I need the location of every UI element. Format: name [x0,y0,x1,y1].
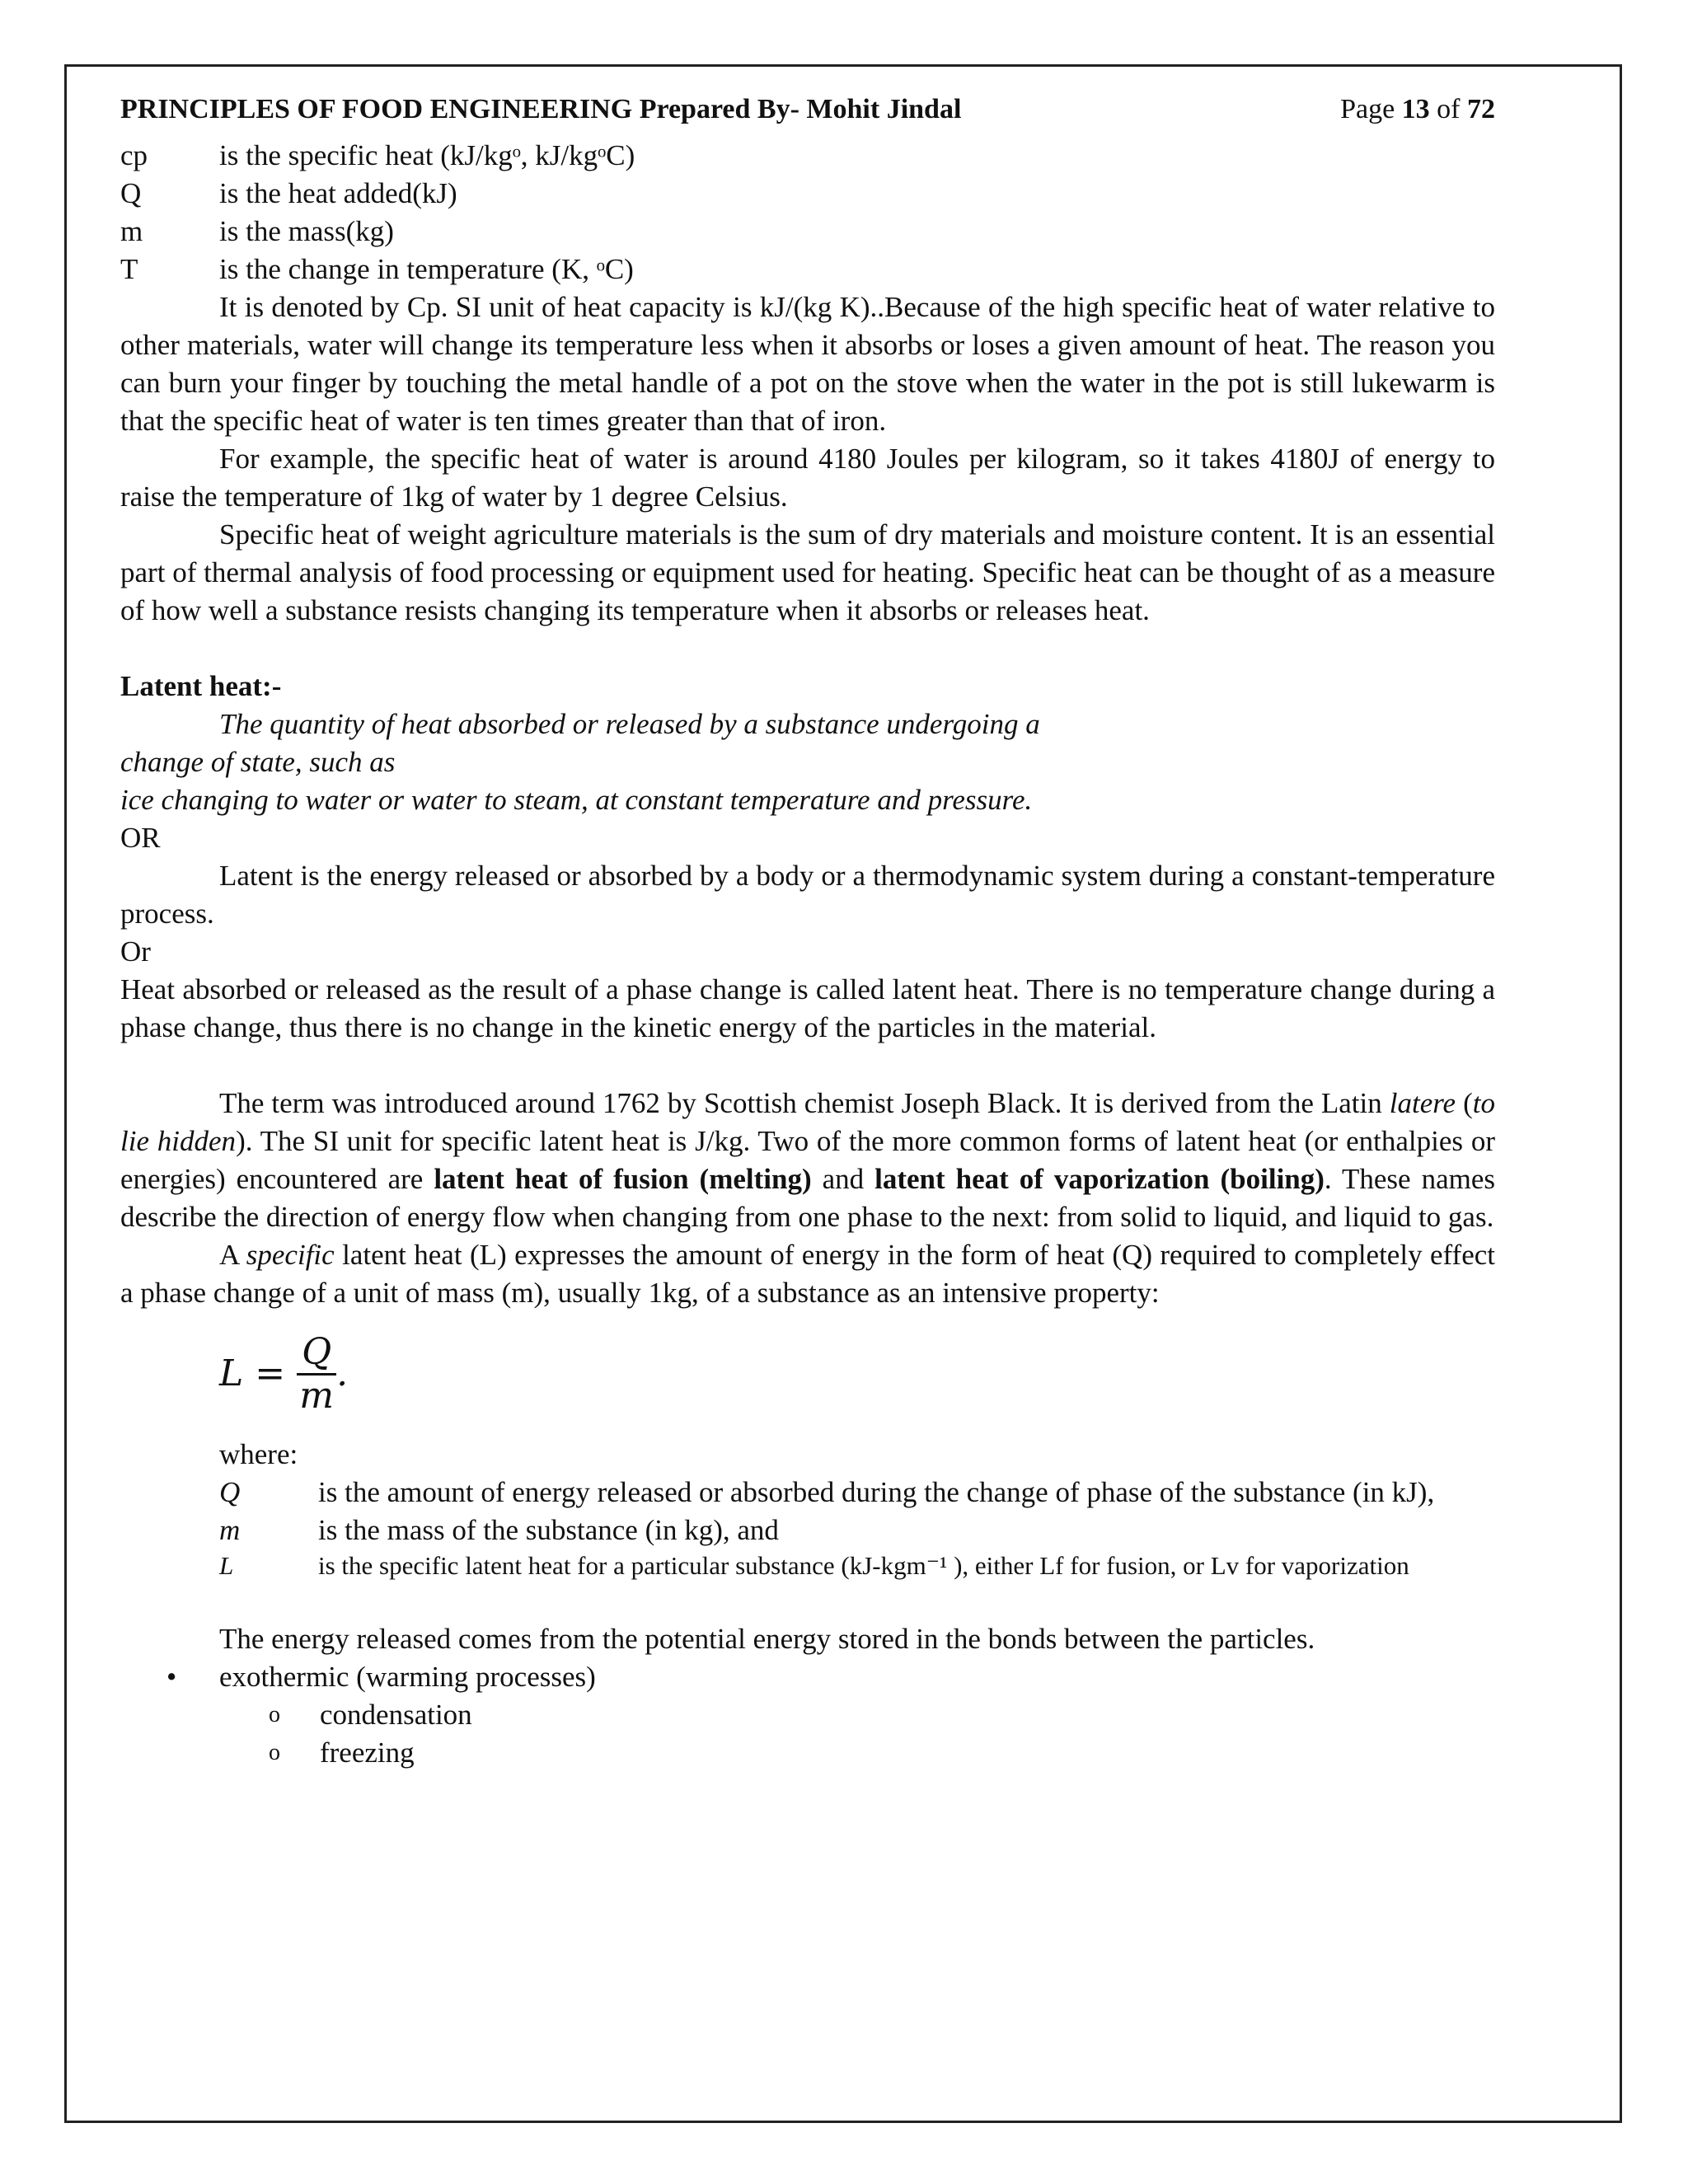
page-number: Page 13 of 72 [1340,94,1495,124]
paragraph: The energy released comes from the potential energy stored in the bonds between the particles. [219,1623,1315,1655]
where-list [219,1436,1495,1582]
page-content [120,91,1495,1772]
definition-text: change of state, such as [120,746,396,778]
or-label: Or [120,935,151,968]
paragraph: Specific heat of weight agriculture materials is the sum of dry materials and moisture content. It is an essential part of thermal analysis of food processing or equipment used for heating. Specific heat can be thought of as a measure of how well a substance resists changing its temperature when it absorbs or releases heat. [120,518,1495,626]
paragraph: The term was introduced around 1762 by Scottish chemist Joseph Black. It is derived from the Latin latere (to lie hidden). The SI unit for specific latent heat is J/kg. Two of the more common forms of latent heat (or enthalpies or energies) encountered are latent heat of fusion (melting) and latent heat of vaporization (boiling). These names describe the direction of energy flow when changing from one phase to the next: from solid to liquid, and liquid to gas. [120,1087,1496,1233]
paragraph: For example, the specific heat of water is around 4180 Joules per kilogram, so it takes 4180J of energy to raise the temperature of 1kg of water by 1 degree Celsius. [120,443,1495,513]
sub-list-item: o freezing [269,1736,415,1769]
document-title: PRINCIPLES OF FOOD ENGINEERING Prepared By- Mohit Jindal [120,94,962,124]
definition-row: T is the change in temperature (K, ᵒC) [120,253,634,285]
paragraph: A specific latent heat (L) expresses the amount of energy in the form of heat (Q) required to completely effect a phase change of a unit of mass (m), usually 1kg, of a substance as an intensive property: [120,1239,1495,1309]
section-heading: Latent heat:- [120,670,282,702]
paragraph: It is denoted by Cp. SI unit of heat capacity is kJ/(kg K)..Because of the high specific heat of water relative to other materials, water will change its temperature less when it absorbs or loses a given amount of heat. The reason you can burn your finger by touching the metal handle of a pot on the stove when the water in the pot is still lukewarm is that the specific heat of water is ten times greater than that of iron. [120,291,1495,437]
definition-text: The quantity of heat absorbed or released by a substance undergoing a [219,708,1040,740]
page-header [120,91,1495,137]
list-item: • exothermic (warming processes) [166,1661,596,1693]
definition-row: Q is the heat added(kJ) [120,177,457,209]
or-label: OR [120,822,161,854]
where-row: L is the specific latent heat for a particular substance (kJ-kgm⁻¹ ), either Lf for fusion, or Lv for vaporization [219,1551,1409,1580]
definition-list [120,137,1495,288]
paragraph: Heat absorbed or released as the result of a phase change is called latent heat. There is no temperature change during a phase change, thus there is no change in the kinetic energy of the particles in the material. [120,973,1495,1043]
latent-heat-formula: L = $\frac{Q}{m}$ . [219,1330,349,1417]
definition-row: m is the mass(kg) [120,215,394,247]
where-row: m is the mass of the substance (in kg), and [219,1514,779,1546]
where-label: where: [219,1438,298,1470]
where-row: Q is the amount of energy released or absorbed during the change of phase of the substance (in kJ), [219,1476,1435,1508]
paragraph: Latent is the energy released or absorbed by a body or a thermodynamic system during a constant-temperature process. [120,860,1495,930]
definition-row: cp is the specific heat (kJ/kgᵒ, kJ/kgᵒC) [120,139,635,171]
sub-list-item: o condensation [269,1699,472,1731]
definition-text: ice changing to water or water to steam, at constant temperature and pressure. [120,784,1033,816]
